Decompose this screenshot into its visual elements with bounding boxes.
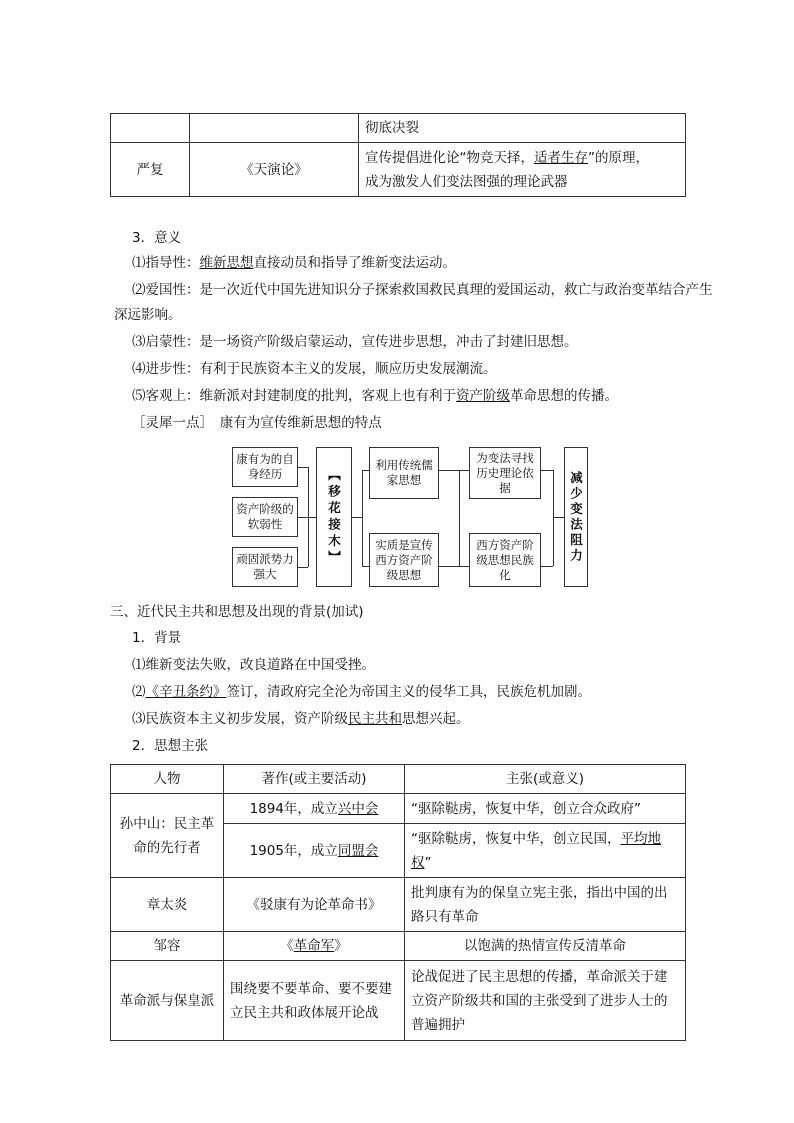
top-row0-desc: 彻底决裂 bbox=[359, 114, 686, 143]
top-row0-work bbox=[190, 114, 359, 143]
sun-act1: 1894年，成立兴中会 bbox=[224, 794, 405, 824]
diagram-left1: 康有为的自身经历 bbox=[232, 447, 298, 487]
diagram-right2: 西方资产阶级思想民族化 bbox=[469, 533, 541, 587]
part3-ideas-title: 2．思想主张 bbox=[132, 738, 209, 754]
connector-left-center bbox=[308, 517, 316, 518]
diagram-mid2: 实质是宣传西方资产阶级思想 bbox=[369, 533, 439, 587]
section3-item3: ⑶启蒙性：是一场资产阶级启蒙运动，宣传进步思想，冲击了封建旧思想。 bbox=[132, 334, 578, 350]
zou-claim: 以饱满的热情宣传反清革命 bbox=[405, 932, 686, 961]
section3-item1: ⑴指导性：维新思想直接动员和指导了维新变法运动。 bbox=[132, 255, 456, 271]
part3-title: 三、近代民主共和思想及出现的背景(加试) bbox=[110, 604, 364, 620]
sun-act2: 1905年，成立同盟会 bbox=[224, 824, 405, 878]
connector-right2-end bbox=[541, 566, 553, 567]
connector-mid-v bbox=[362, 470, 363, 566]
connector-center-mid bbox=[352, 517, 362, 518]
diagram-left2: 资产阶级的软弱性 bbox=[232, 497, 298, 537]
tip-heading: ［灵犀一点］ 康有为宣传维新思想的特点 bbox=[132, 415, 382, 431]
part3-bg2: ⑵《辛丑条约》签订，清政府完全沦为帝国主义的侵华工具，民族危机加剧。 bbox=[132, 684, 591, 700]
top-row0-person bbox=[111, 114, 190, 143]
connector-end-v bbox=[553, 470, 554, 566]
sun-claim2: “驱除鞑虏，恢复中华，创立民国，平均地 权” bbox=[405, 824, 686, 878]
zhang-work: 《驳康有为论革命书》 bbox=[224, 878, 405, 932]
diagram-center: 【移花接木】 bbox=[316, 447, 352, 587]
zhang-person: 章太炎 bbox=[111, 878, 224, 932]
ideas-table bbox=[110, 764, 686, 1041]
section3-item2-line1: ⑵爱国性：是一次近代中国先进知识分子探索救国救民真理的爱国运动，救亡与政治变革结合产生 bbox=[132, 282, 713, 298]
section3-item2-line2: 深远影响。 bbox=[114, 307, 182, 323]
connector-mid2-right bbox=[439, 566, 459, 567]
zou-person: 邹容 bbox=[111, 932, 224, 961]
connector-end bbox=[553, 517, 564, 518]
connector-right-v bbox=[459, 470, 460, 566]
top-row1-work: 《天演论》 bbox=[190, 143, 359, 197]
top-row1-desc: 宣传提倡进化论“物竞天择，适者生存”的原理， 成为激发人们变法图强的理论武器 bbox=[359, 143, 686, 197]
diagram-left3: 顽固派势力强大 bbox=[232, 547, 298, 587]
part3-bg3: ⑶民族资本主义初步发展，资产阶级民主共和思想兴起。 bbox=[132, 711, 470, 727]
header-claim: 主张(或意义) bbox=[405, 765, 686, 794]
connector-right1-end bbox=[541, 470, 553, 471]
section3-item4: ⑷进步性：有利于民族资本主义的发展，顺应历史发展潮流。 bbox=[132, 361, 497, 377]
header-work: 著作(或主要活动) bbox=[224, 765, 405, 794]
diagram-end: 减少变法阻力 bbox=[564, 447, 588, 587]
section3-title: 3．意义 bbox=[132, 230, 182, 246]
debate-work: 围绕要不要革命、要不要建立民主共和政体展开论战 bbox=[224, 961, 405, 1041]
connector-right1 bbox=[459, 470, 469, 471]
sun-person: 孙中山：民主革命的先行者 bbox=[111, 794, 224, 878]
debate-person: 革命派与保皇派 bbox=[111, 961, 224, 1041]
part3-bg1: ⑴维新变法失败，改良道路在中国受挫。 bbox=[132, 657, 375, 673]
part3-bg-title: 1．背景 bbox=[132, 630, 182, 646]
top-row1-person: 严复 bbox=[111, 143, 190, 197]
zhang-claim: 批判康有为的保皇立宪主张，指出中国的出路只有革命 bbox=[405, 878, 686, 932]
diagram-right1: 为变法寻找历史理论依据 bbox=[469, 447, 541, 499]
section3-item5: ⑸客观上：维新派对封建制度的批判，客观上也有利于资产阶级革命思想的传播。 bbox=[132, 388, 618, 404]
connector-left1 bbox=[298, 467, 308, 468]
zou-work: 《革命军》 bbox=[224, 932, 405, 961]
top-table bbox=[110, 113, 686, 197]
diagram-mid1: 利用传统儒家思想 bbox=[369, 447, 439, 499]
connector-mid1-right bbox=[439, 470, 459, 471]
debate-claim: 论战促进了民主思想的传播，革命派关于建立资产阶级共和国的主张受到了进步人士的普遍拥护 bbox=[405, 961, 686, 1041]
sun-claim1: “驱除鞑虏，恢复中华，创立合众政府” bbox=[405, 794, 686, 824]
connector-right2 bbox=[459, 566, 469, 567]
header-person: 人物 bbox=[111, 765, 224, 794]
connector-left3 bbox=[298, 567, 308, 568]
connector-left2 bbox=[298, 517, 308, 518]
